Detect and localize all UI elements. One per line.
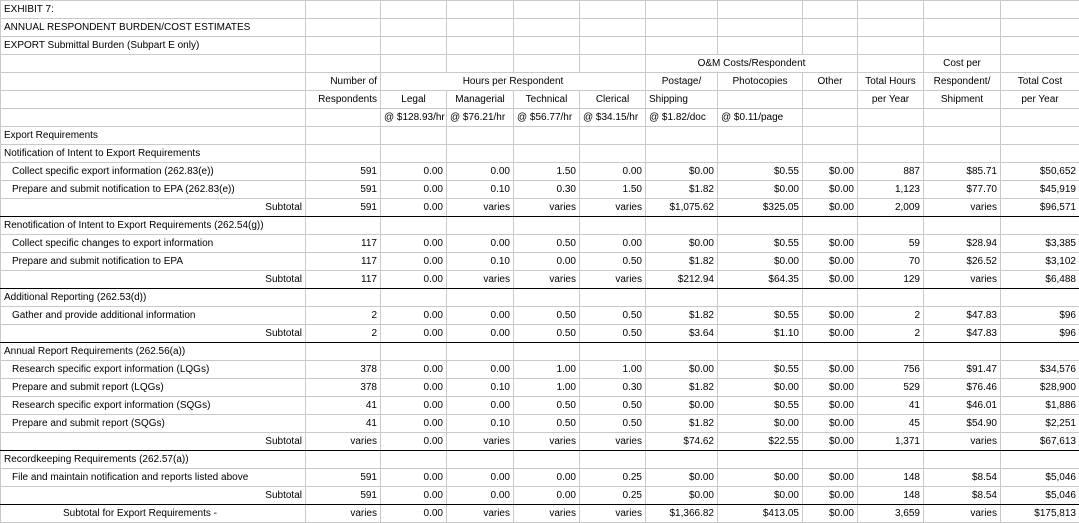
cell-cost-per-shipment: $47.83 (924, 307, 1001, 325)
cell-respondents: 2 (306, 307, 381, 325)
cell-technical-hours: varies (514, 271, 580, 289)
cell-total-hours: 756 (858, 361, 924, 379)
cell-cost-per-shipment: $76.46 (924, 379, 1001, 397)
cell-postage-cost: $1.82 (646, 307, 718, 325)
cell-postage-cost: $1,075.62 (646, 199, 718, 217)
header-row-3 (1, 91, 1079, 109)
cell-managerial-hours: 0.10 (447, 379, 514, 397)
cell-legal-hours: 0.00 (381, 415, 447, 433)
cell-other-cost: $0.00 (803, 397, 858, 415)
cell-technical-hours: 0.50 (514, 415, 580, 433)
cell-total-cost: $5,046 (1001, 487, 1079, 505)
cell-photocopies-cost: $325.05 (718, 199, 803, 217)
section-row (1, 451, 1079, 469)
cell-postage-cost: $3.64 (646, 325, 718, 343)
cell-legal-hours: 0.00 (381, 433, 447, 451)
cell-postage-cost: $1.82 (646, 253, 718, 271)
title-row (1, 37, 1079, 55)
section-row (1, 127, 1079, 145)
row-label: Prepare and submit notification to EPA (1, 253, 306, 271)
header-per-year: per Year (858, 91, 924, 109)
cell-other-cost: $0.00 (803, 361, 858, 379)
cell-respondents: 41 (306, 397, 381, 415)
cell-cost-per-shipment: varies (924, 433, 1001, 451)
report-subtitle: EXPORT Submittal Burden (Subpart E only) (1, 37, 306, 55)
cell-postage-cost: $1.82 (646, 181, 718, 199)
cell-managerial-hours: 0.00 (447, 307, 514, 325)
cell-photocopies-cost: $0.00 (718, 487, 803, 505)
cell-legal-hours: 0.00 (381, 235, 447, 253)
cell-managerial-hours: 0.10 (447, 181, 514, 199)
cell-cost-per-shipment: varies (924, 199, 1001, 217)
cell-technical-hours: 0.00 (514, 487, 580, 505)
subtotal-row (1, 487, 1079, 505)
table-row (1, 307, 1079, 325)
header-hours-per-respondent: Hours per Respondent (381, 73, 646, 91)
table-row (1, 235, 1079, 253)
cell-cost-per-shipment: varies (924, 271, 1001, 289)
cell-respondents: 591 (306, 199, 381, 217)
cell-technical-hours: 1.00 (514, 361, 580, 379)
row-label: Research specific export information (LQGs) (1, 361, 306, 379)
header-om-costs: O&M Costs/Respondent (646, 55, 858, 73)
grand-subtotal-label: Subtotal for Export Requirements - (1, 505, 306, 523)
cell-respondents: 378 (306, 379, 381, 397)
row-label: File and maintain notification and reports listed above (1, 469, 306, 487)
cell-total-hours: 59 (858, 235, 924, 253)
rate-legal: @ $128.93/hr (381, 109, 447, 127)
cell-legal-hours: 0.00 (381, 325, 447, 343)
cell-total-cost: $50,652 (1001, 163, 1079, 181)
cell-photocopies-cost: $0.00 (718, 379, 803, 397)
cell-technical-hours: 0.50 (514, 307, 580, 325)
cell-technical-hours: 0.30 (514, 181, 580, 199)
title-row (1, 19, 1079, 37)
cell-clerical-hours: 0.25 (580, 487, 646, 505)
table-row (1, 253, 1079, 271)
cell-managerial-hours: varies (447, 199, 514, 217)
cell-total-hours: 3,659 (858, 505, 924, 523)
cell-photocopies-cost: $0.00 (718, 469, 803, 487)
cell-photocopies-cost: $22.55 (718, 433, 803, 451)
cell-total-cost: $6,488 (1001, 271, 1079, 289)
cell-total-cost: $5,046 (1001, 469, 1079, 487)
cell-clerical-hours: 0.25 (580, 469, 646, 487)
cell-cost-per-shipment: $8.54 (924, 469, 1001, 487)
header-per-year-cost: per Year (1001, 91, 1079, 109)
header-respondents: Respondents (306, 91, 381, 109)
cell-total-hours: 148 (858, 469, 924, 487)
cell-respondents: varies (306, 433, 381, 451)
cell-respondents: 117 (306, 235, 381, 253)
cell-other-cost: $0.00 (803, 181, 858, 199)
section-label: Export Requirements (1, 127, 306, 145)
cell-other-cost: $0.00 (803, 505, 858, 523)
cell-clerical-hours: 0.30 (580, 379, 646, 397)
grand-subtotal-row (1, 505, 1079, 523)
row-label: Prepare and submit report (LQGs) (1, 379, 306, 397)
header-row-rates (1, 109, 1079, 127)
cell-cost-per-shipment: $54.90 (924, 415, 1001, 433)
cell-cost-per-shipment: $28.94 (924, 235, 1001, 253)
cell-total-hours: 45 (858, 415, 924, 433)
cell-total-cost: $1,886 (1001, 397, 1079, 415)
header-clerical: Clerical (580, 91, 646, 109)
cell-total-cost: $175,813 (1001, 505, 1079, 523)
header-respondent: Respondent/ (924, 73, 1001, 91)
cell-legal-hours: 0.00 (381, 361, 447, 379)
cell-other-cost: $0.00 (803, 253, 858, 271)
rate-technical: @ $56.77/hr (514, 109, 580, 127)
cell-technical-hours: 1.00 (514, 379, 580, 397)
header-row-1 (1, 55, 1079, 73)
cell-clerical-hours: varies (580, 433, 646, 451)
cell-postage-cost: $0.00 (646, 361, 718, 379)
cell-total-cost: $28,900 (1001, 379, 1079, 397)
subtotal-label: Subtotal (1, 199, 306, 217)
subtotal-row (1, 325, 1079, 343)
row-label: Gather and provide additional information (1, 307, 306, 325)
cell-other-cost: $0.00 (803, 415, 858, 433)
cell-respondents: 591 (306, 163, 381, 181)
subtotal-label: Subtotal (1, 271, 306, 289)
cell-managerial-hours: varies (447, 271, 514, 289)
subtotal-label: Subtotal (1, 325, 306, 343)
cell-other-cost: $0.00 (803, 325, 858, 343)
cell-legal-hours: 0.00 (381, 487, 447, 505)
cell-postage-cost: $0.00 (646, 487, 718, 505)
table-row (1, 379, 1079, 397)
cell-managerial-hours: 0.00 (447, 235, 514, 253)
cell-postage-cost: $1.82 (646, 415, 718, 433)
cell-clerical-hours: 1.50 (580, 181, 646, 199)
cell-postage-cost: $0.00 (646, 469, 718, 487)
cell-total-hours: 1,371 (858, 433, 924, 451)
cell-total-hours: 529 (858, 379, 924, 397)
cell-other-cost: $0.00 (803, 235, 858, 253)
cell-postage-cost: $0.00 (646, 397, 718, 415)
cell-clerical-hours: varies (580, 199, 646, 217)
cell-cost-per-shipment: $47.83 (924, 325, 1001, 343)
section-label: Notification of Intent to Export Requirements (1, 145, 306, 163)
cell-photocopies-cost: $0.00 (718, 253, 803, 271)
cell-total-hours: 2 (858, 325, 924, 343)
row-label: Prepare and submit report (SQGs) (1, 415, 306, 433)
cell-cost-per-shipment: $46.01 (924, 397, 1001, 415)
cell-technical-hours: varies (514, 199, 580, 217)
header-row-2 (1, 73, 1079, 91)
row-label: Prepare and submit notification to EPA (262.83(e)) (1, 181, 306, 199)
header-total-hours: Total Hours (858, 73, 924, 91)
cell-legal-hours: 0.00 (381, 271, 447, 289)
header-total-cost: Total Cost (1001, 73, 1079, 91)
cell-total-hours: 2 (858, 307, 924, 325)
header-shipping: Shipping (646, 91, 718, 109)
rate-photocopies: @ $0.11/page (718, 109, 803, 127)
cell-legal-hours: 0.00 (381, 181, 447, 199)
cell-total-cost: $96 (1001, 325, 1079, 343)
cell-managerial-hours: 0.00 (447, 397, 514, 415)
cell-technical-hours: 1.50 (514, 163, 580, 181)
subtotal-row (1, 271, 1079, 289)
cell-cost-per-shipment: $26.52 (924, 253, 1001, 271)
cell-technical-hours: 0.00 (514, 469, 580, 487)
cell-postage-cost: $212.94 (646, 271, 718, 289)
cell-respondents: 117 (306, 271, 381, 289)
cell-clerical-hours: 0.50 (580, 325, 646, 343)
cell-total-hours: 70 (858, 253, 924, 271)
cell-legal-hours: 0.00 (381, 307, 447, 325)
cell-cost-per-shipment: $8.54 (924, 487, 1001, 505)
cell-photocopies-cost: $0.55 (718, 235, 803, 253)
cell-managerial-hours: 0.00 (447, 361, 514, 379)
cell-respondents: 2 (306, 325, 381, 343)
cell-photocopies-cost: $1.10 (718, 325, 803, 343)
cell-clerical-hours: 0.50 (580, 397, 646, 415)
rate-postage: @ $1.82/doc (646, 109, 718, 127)
cell-respondents: 591 (306, 487, 381, 505)
cell-other-cost: $0.00 (803, 487, 858, 505)
header-shipment: Shipment (924, 91, 1001, 109)
cell-managerial-hours: varies (447, 505, 514, 523)
section-row (1, 217, 1079, 235)
cell-clerical-hours: 0.50 (580, 307, 646, 325)
cell-photocopies-cost: $0.55 (718, 307, 803, 325)
table-row (1, 361, 1079, 379)
cell-total-hours: 887 (858, 163, 924, 181)
report-title: ANNUAL RESPONDENT BURDEN/COST ESTIMATES (1, 19, 306, 37)
cell-respondents: 591 (306, 181, 381, 199)
cell-postage-cost: $74.62 (646, 433, 718, 451)
cell-respondents: 378 (306, 361, 381, 379)
cell-managerial-hours: 0.10 (447, 415, 514, 433)
cell-cost-per-shipment: $77.70 (924, 181, 1001, 199)
cell-cost-per-shipment: $85.71 (924, 163, 1001, 181)
cell-cost-per-shipment: $91.47 (924, 361, 1001, 379)
cell-managerial-hours: varies (447, 433, 514, 451)
cell-total-hours: 2,009 (858, 199, 924, 217)
section-row (1, 145, 1079, 163)
table-body (1, 1, 1079, 523)
cell-other-cost: $0.00 (803, 469, 858, 487)
cell-total-cost: $3,102 (1001, 253, 1079, 271)
section-label: Additional Reporting (262.53(d)) (1, 289, 306, 307)
section-label: Renotification of Intent to Export Requirements (262.54(g)) (1, 217, 306, 235)
cell-legal-hours: 0.00 (381, 163, 447, 181)
cell-postage-cost: $1.82 (646, 379, 718, 397)
cell-legal-hours: 0.00 (381, 379, 447, 397)
section-label: Recordkeeping Requirements (262.57(a)) (1, 451, 306, 469)
exhibit-title: EXHIBIT 7: (1, 1, 306, 19)
cell-legal-hours: 0.00 (381, 469, 447, 487)
table-row (1, 397, 1079, 415)
cell-managerial-hours: 0.00 (447, 487, 514, 505)
section-row (1, 289, 1079, 307)
table-row (1, 181, 1079, 199)
row-label: Research specific export information (SQGs) (1, 397, 306, 415)
header-managerial: Managerial (447, 91, 514, 109)
cell-other-cost: $0.00 (803, 163, 858, 181)
cell-respondents: 591 (306, 469, 381, 487)
cell-respondents: 117 (306, 253, 381, 271)
cell-other-cost: $0.00 (803, 433, 858, 451)
cell-clerical-hours: 0.00 (580, 235, 646, 253)
cell-legal-hours: 0.00 (381, 505, 447, 523)
cell-total-hours: 129 (858, 271, 924, 289)
cell-other-cost: $0.00 (803, 307, 858, 325)
cell-total-cost: $3,385 (1001, 235, 1079, 253)
header-postage: Postage/ (646, 73, 718, 91)
cell-managerial-hours: 0.00 (447, 325, 514, 343)
header-technical: Technical (514, 91, 580, 109)
cell-other-cost: $0.00 (803, 379, 858, 397)
cell-technical-hours: varies (514, 505, 580, 523)
cell-total-hours: 41 (858, 397, 924, 415)
cell-technical-hours: 0.50 (514, 235, 580, 253)
cell-postage-cost: $0.00 (646, 235, 718, 253)
cell-total-cost: $96 (1001, 307, 1079, 325)
cell-total-cost: $2,251 (1001, 415, 1079, 433)
cell-legal-hours: 0.00 (381, 397, 447, 415)
cell-photocopies-cost: $0.55 (718, 361, 803, 379)
row-label: Collect specific export information (262.83(e)) (1, 163, 306, 181)
header-photocopies: Photocopies (718, 73, 803, 91)
header-other: Other (803, 73, 858, 91)
section-label: Annual Report Requirements (262.56(a)) (1, 343, 306, 361)
cell-total-cost: $34,576 (1001, 361, 1079, 379)
cell-legal-hours: 0.00 (381, 253, 447, 271)
table-row (1, 415, 1079, 433)
cell-technical-hours: 0.50 (514, 397, 580, 415)
header-cost-per: Cost per (924, 55, 1001, 73)
cell-total-cost: $67,613 (1001, 433, 1079, 451)
cell-legal-hours: 0.00 (381, 199, 447, 217)
cell-clerical-hours: 0.00 (580, 163, 646, 181)
subtotal-label: Subtotal (1, 433, 306, 451)
subtotal-row (1, 199, 1079, 217)
cell-technical-hours: varies (514, 433, 580, 451)
cell-photocopies-cost: $0.55 (718, 163, 803, 181)
cell-photocopies-cost: $0.00 (718, 415, 803, 433)
subtotal-row (1, 433, 1079, 451)
cell-clerical-hours: 0.50 (580, 415, 646, 433)
cell-photocopies-cost: $0.55 (718, 397, 803, 415)
row-label: Collect specific changes to export information (1, 235, 306, 253)
cell-clerical-hours: 1.00 (580, 361, 646, 379)
title-row (1, 1, 1079, 19)
cell-postage-cost: $1,366.82 (646, 505, 718, 523)
cell-clerical-hours: 0.50 (580, 253, 646, 271)
table-row (1, 469, 1079, 487)
cell-clerical-hours: varies (580, 505, 646, 523)
cell-photocopies-cost: $0.00 (718, 181, 803, 199)
cell-photocopies-cost: $64.35 (718, 271, 803, 289)
cell-technical-hours: 0.50 (514, 325, 580, 343)
cell-respondents: varies (306, 505, 381, 523)
cell-managerial-hours: 0.00 (447, 469, 514, 487)
table-row (1, 163, 1079, 181)
rate-managerial: @ $76.21/hr (447, 109, 514, 127)
subtotal-label: Subtotal (1, 487, 306, 505)
cell-other-cost: $0.00 (803, 199, 858, 217)
cell-managerial-hours: 0.00 (447, 163, 514, 181)
cell-managerial-hours: 0.10 (447, 253, 514, 271)
header-legal: Legal (381, 91, 447, 109)
cell-total-hours: 1,123 (858, 181, 924, 199)
cell-other-cost: $0.00 (803, 271, 858, 289)
cell-respondents: 41 (306, 415, 381, 433)
cell-cost-per-shipment: varies (924, 505, 1001, 523)
cell-total-cost: $45,919 (1001, 181, 1079, 199)
cell-clerical-hours: varies (580, 271, 646, 289)
rate-clerical: @ $34.15/hr (580, 109, 646, 127)
cell-technical-hours: 0.00 (514, 253, 580, 271)
cell-total-cost: $96,571 (1001, 199, 1079, 217)
cell-total-hours: 148 (858, 487, 924, 505)
header-number-of: Number of (306, 73, 381, 91)
cell-photocopies-cost: $413.05 (718, 505, 803, 523)
section-row (1, 343, 1079, 361)
cell-postage-cost: $0.00 (646, 163, 718, 181)
